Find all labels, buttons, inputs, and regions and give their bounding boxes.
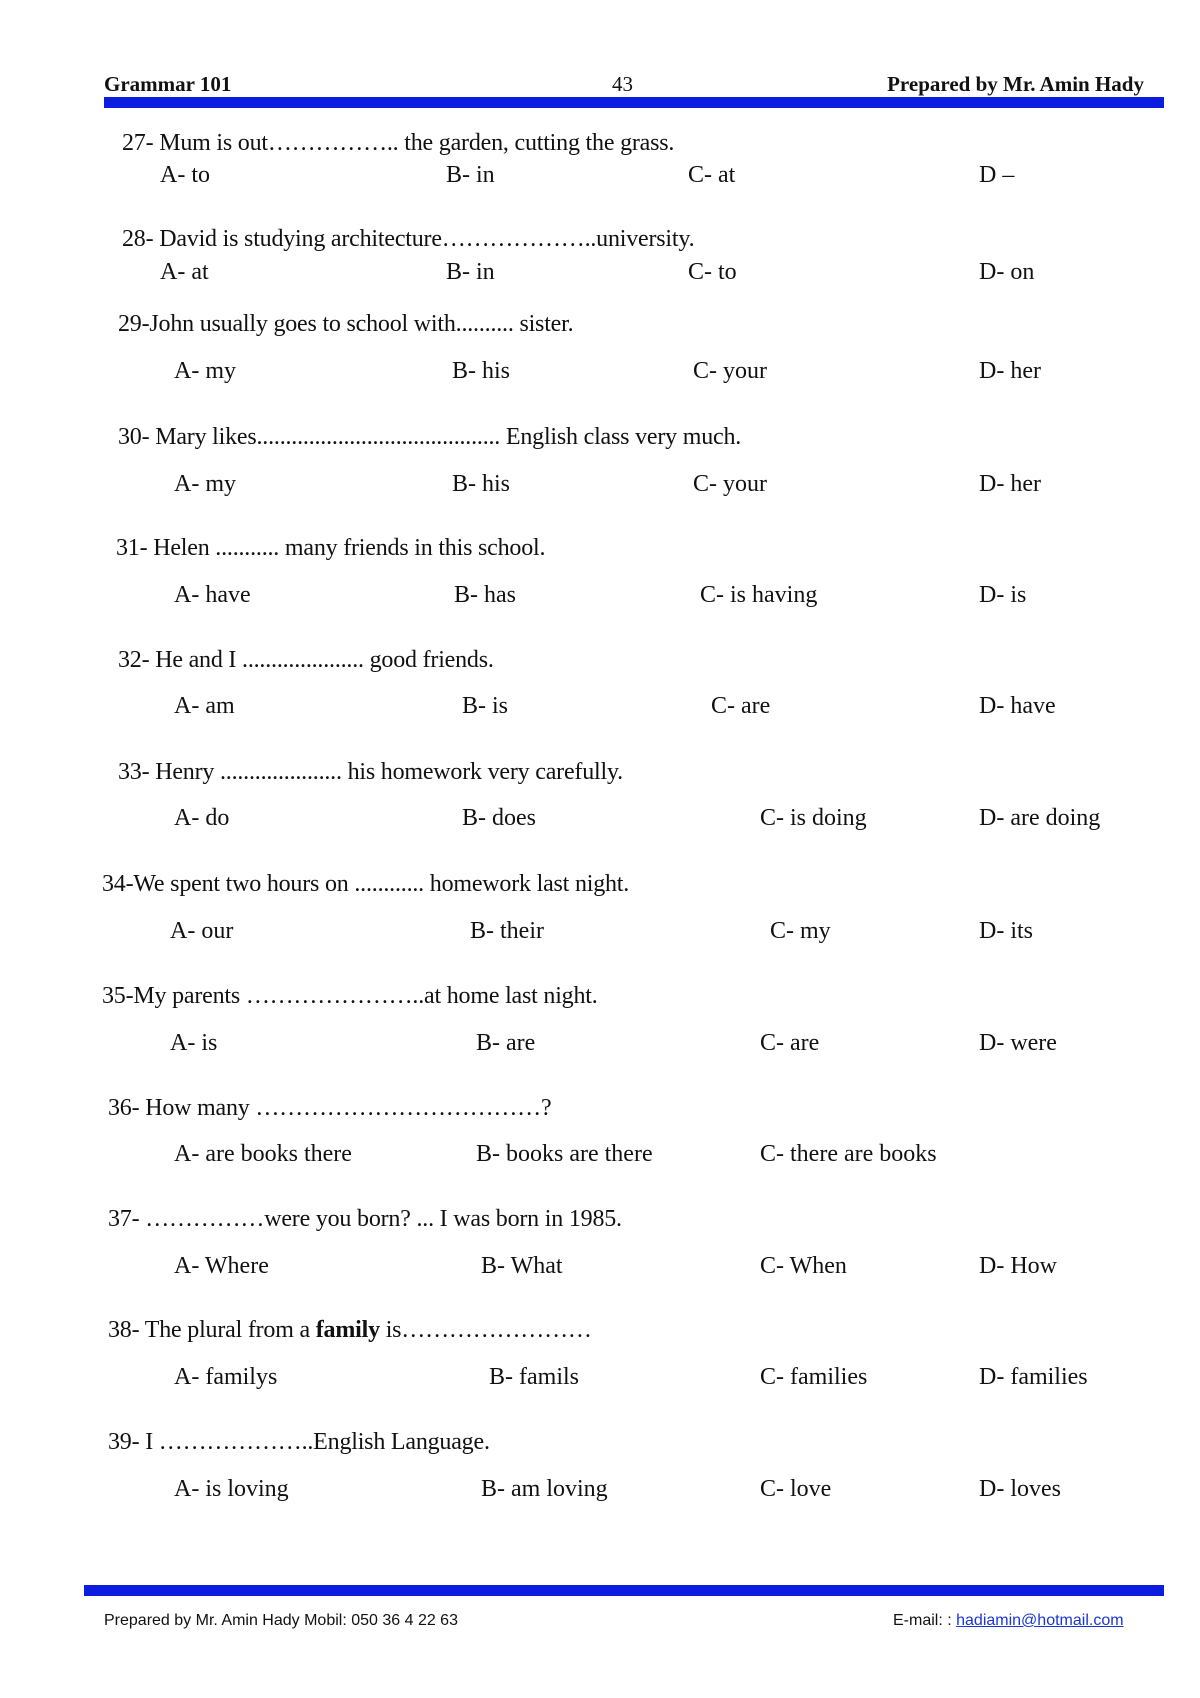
option-b: B- is	[462, 693, 509, 719]
option-a: A- do	[174, 805, 230, 831]
option-d: D- have	[979, 693, 1056, 719]
option-b: B- his	[452, 358, 511, 384]
option-a: A- is loving	[174, 1476, 289, 1502]
option-b: B- are	[476, 1030, 536, 1056]
option-b: B- am loving	[481, 1476, 608, 1502]
option-c: C- families	[760, 1364, 868, 1390]
question-27: 27- Mum is out…………….. the garden, cutting the grass.	[122, 130, 675, 156]
question-30: 30- Mary likes.......................................... English class very much.	[118, 424, 742, 450]
option-c: C- at	[688, 162, 736, 188]
question-38-text-after: is……………………	[379, 1317, 592, 1343]
option-a: A- my	[174, 471, 236, 497]
question-29: 29-John usually goes to school with.......... sister.	[118, 311, 574, 337]
option-c: C- to	[688, 259, 737, 285]
option-d: D- her	[979, 471, 1041, 497]
question-32: 32- He and I ..................... good friends.	[118, 647, 494, 673]
footer-contact: Prepared by Mr. Amin Hady Mobil: 050 36 4 22 63	[104, 1612, 458, 1629]
question-35: 35-My parents …………………..at home last night.	[102, 983, 598, 1009]
question-38-keyword: family	[315, 1317, 380, 1343]
option-d: D- her	[979, 358, 1041, 384]
question-39: 39- I ………………..English Language.	[108, 1429, 490, 1455]
header-rule	[104, 97, 1164, 108]
option-a: A- to	[160, 162, 210, 188]
option-d: D- families	[979, 1364, 1088, 1390]
option-c: C- is having	[700, 582, 818, 608]
option-b: B- in	[446, 259, 495, 285]
option-a: A- familys	[174, 1364, 278, 1390]
option-a: A- are books there	[174, 1141, 352, 1167]
option-d: D- loves	[979, 1476, 1061, 1502]
question-34: 34-We spent two hours on ............ homework last night.	[102, 871, 630, 897]
header-title: Grammar 101	[104, 72, 232, 96]
option-b: B- his	[452, 471, 511, 497]
email-link[interactable]: hadiamin@hotmail.com	[956, 1612, 1124, 1629]
option-a: A- at	[160, 259, 209, 285]
option-a: A- Where	[174, 1253, 269, 1279]
option-b: B- famils	[489, 1364, 579, 1390]
option-c: C- there are books	[760, 1141, 937, 1167]
page-number: 43	[612, 72, 633, 96]
option-b: B- their	[470, 918, 544, 944]
question-38	[108, 1317, 592, 1344]
option-d: D- is	[979, 582, 1027, 608]
option-b: B- in	[446, 162, 495, 188]
option-c: C- my	[770, 918, 831, 944]
footer-rule	[84, 1585, 1164, 1596]
option-a: A- have	[174, 582, 251, 608]
option-c: C- love	[760, 1476, 832, 1502]
option-d: D- are doing	[979, 805, 1101, 831]
option-b: B- has	[454, 582, 516, 608]
option-c: C- your	[693, 358, 767, 384]
option-c: C- is doing	[760, 805, 867, 831]
option-a: A- is	[170, 1030, 218, 1056]
option-d: D- on	[979, 259, 1035, 285]
option-a: A- am	[174, 693, 235, 719]
option-d: D- were	[979, 1030, 1057, 1056]
option-c: C- your	[693, 471, 767, 497]
option-b: B- does	[462, 805, 536, 831]
question-33: 33- Henry ..................... his homework very carefully.	[118, 759, 623, 785]
option-c: C- When	[760, 1253, 847, 1279]
option-d: D –	[979, 162, 1015, 188]
option-c: C- are	[711, 693, 771, 719]
option-c: C- are	[760, 1030, 820, 1056]
question-38-text-before: 38- The plural from a	[108, 1317, 316, 1343]
question-36: 36- How many ………………………………?	[108, 1095, 552, 1121]
question-31: 31- Helen ........... many friends in this school.	[116, 535, 546, 561]
email-label: E-mail: :	[893, 1612, 957, 1629]
option-a: A- my	[174, 358, 236, 384]
option-a: A- our	[170, 918, 234, 944]
option-d: D- How	[979, 1253, 1057, 1279]
option-b: B- What	[481, 1253, 563, 1279]
option-b: B- books are there	[476, 1141, 653, 1167]
question-28: 28- David is studying architecture………………..university.	[122, 226, 695, 252]
option-d: D- its	[979, 918, 1033, 944]
footer-email	[893, 1612, 1124, 1630]
header-author: Prepared by Mr. Amin Hady	[887, 72, 1144, 96]
question-37: 37- ……………were you born? ... I was born in 1985.	[108, 1206, 622, 1232]
